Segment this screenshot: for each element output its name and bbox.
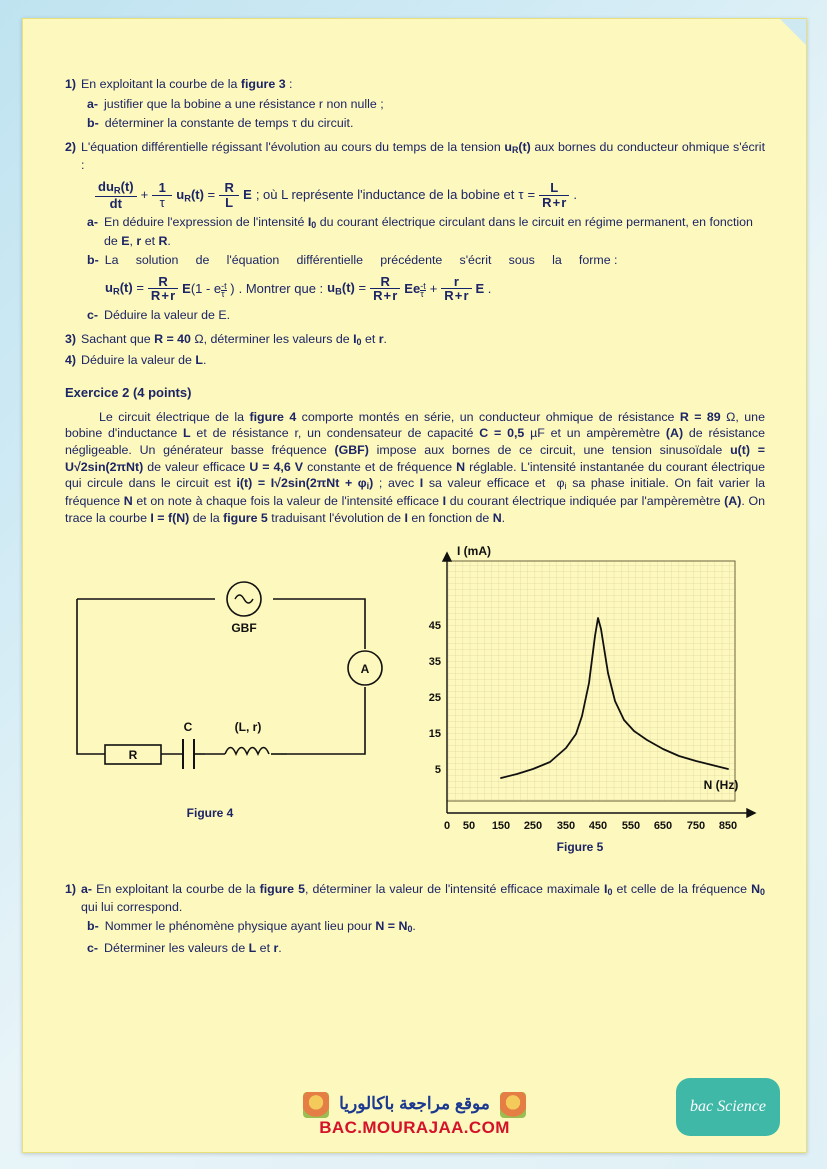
q1-figure-ref: figure 3 xyxy=(240,77,286,91)
y-axis-label: I (mA) xyxy=(457,543,491,558)
question-4-text: Déduire la valeur de L. xyxy=(81,352,207,367)
xtick-150: 150 xyxy=(491,819,511,832)
question-2b-label: b- xyxy=(87,253,99,268)
capacitor-label: C xyxy=(183,719,193,734)
exercise-2-questions xyxy=(65,881,765,957)
ex2-q1b-text: Nommer le phénomène physique ayant lieu pour $N = N_0$. xyxy=(104,919,416,935)
figure-5-chart xyxy=(405,541,765,866)
ytick-25: 25 xyxy=(428,691,441,704)
xtick-350: 350 xyxy=(556,819,576,832)
question-3 xyxy=(65,331,765,349)
ex2-q1b-label: b- xyxy=(87,919,99,934)
xtick-0: 0 xyxy=(443,819,451,832)
question-2c-text: Déduire la valeur de E. xyxy=(104,308,231,323)
coil-label: (L, r) xyxy=(234,719,262,734)
question-1-number: 1) xyxy=(65,77,77,91)
x-axis-label: N (Hz) xyxy=(703,777,739,792)
question-3-text: Sachant que R = 40 Ω, déterminer les valeurs de $I_0$ et r. xyxy=(81,331,387,347)
gbf-label: GBF xyxy=(231,620,257,635)
tau-symbol: τ xyxy=(518,187,524,203)
figure-4-circuit xyxy=(65,579,395,829)
q1-suffix: : xyxy=(285,77,293,91)
exercise-2-paragraph: Le circuit électrique de la figure 4 comporte montés en série, un conducteur ohmique de résistance R = 89 Ω, une bobine d'inductance L et de résistance r, un condensateur de capacité C = 0,5 µF et un ampèremètre (A) de résistance négligeable. Un générateur basse fréquence (GBF) impose aux bornes de ce circuit, une tension sinusoïdale u(t) = U√2sin(2πNt) de valeur efficace U = 4,6 V constante et de fréquence N réglable. L'intensité instantanée du courant électrique qui circule dans le circuit est $i(t) = I√2\sin(2\pi Nt + \varphi_i)$ ; avec I sa valeur efficace et $\varphi_i$ sa phase initiale. On fait varier la fréquence N et on note à chaque fois la valeur de l'intensité efficace I du courant électrique indiquée par l'ampèremètre (A). On trace la courbe I = f(N) de la figure 5 traduisant l'évolution de I en fonction de N. xyxy=(65,409,766,526)
question-2a-label: a- xyxy=(87,215,99,230)
question-1b-text: déterminer la constante de temps τ du circuit. xyxy=(104,116,354,131)
question-3-number: 3) xyxy=(65,331,77,346)
figure-4-caption: Figure 4 xyxy=(186,806,234,821)
ex2-question-1-body xyxy=(81,881,765,916)
ex2-q1a-text: En exploitant la courbe de la figure 5, déterminer la valeur de l'intensité efficace maximale $I_0$ et celle de la fréquence $N_0$ qui lui correspond. xyxy=(81,881,765,914)
xtick-750: 750 xyxy=(686,819,706,832)
xtick-450: 450 xyxy=(588,819,608,832)
resonance-curve xyxy=(405,541,765,841)
circuit-diagram xyxy=(65,579,395,799)
footer-arabic-text: موقع مراجعة باكالوريا xyxy=(339,1094,490,1114)
ammeter-label: A xyxy=(360,661,370,676)
question-2c-label: c- xyxy=(87,308,99,323)
ex2-question-1b xyxy=(65,918,765,936)
badge-text: bac Science xyxy=(690,1098,766,1115)
ytick-5: 5 xyxy=(434,763,441,776)
question-1 xyxy=(65,76,765,93)
ytick-15: 15 xyxy=(428,727,441,740)
question-2 xyxy=(65,139,765,174)
ex2-question-1-number: 1) xyxy=(65,881,77,896)
ex2-question-1 xyxy=(65,881,765,916)
ex2-q1a-label: a- xyxy=(81,881,93,896)
resistor-label: R xyxy=(128,747,138,762)
question-1a-label: a- xyxy=(87,96,99,111)
xtick-850: 850 xyxy=(718,819,738,832)
bac-science-badge xyxy=(676,1078,780,1136)
q1-prefix: En exploitant la courbe de la xyxy=(81,77,241,91)
question-1b-label: b- xyxy=(87,116,99,131)
question-2-text: L'équation différentielle régissant l'évolution au cours du temps de la tension $u_R(t)$ aux bornes du conducteur ohmique s'écrit : xyxy=(81,139,766,172)
question-1b xyxy=(65,115,765,132)
exercise-2-title: Exercice 2 (4 points) xyxy=(65,385,192,401)
xtick-650: 650 xyxy=(653,819,673,832)
question-2c xyxy=(65,307,765,324)
question-1a-text: justifier que la bobine a une résistance r non nulle ; xyxy=(104,96,384,111)
site-logo-left-icon xyxy=(303,1092,329,1118)
ytick-45: 45 xyxy=(428,619,441,632)
ex2-question-1c xyxy=(65,940,765,957)
question-2a xyxy=(65,214,765,249)
figure-5-caption: Figure 5 xyxy=(556,840,604,855)
question-1a xyxy=(65,96,765,113)
question-4-number: 4) xyxy=(65,352,77,367)
ex2-q1c-label: c- xyxy=(87,940,99,955)
question-4 xyxy=(65,352,765,369)
question-1-text xyxy=(81,76,765,93)
document-content xyxy=(65,69,765,956)
question-2b xyxy=(65,252,765,269)
xtick-550: 550 xyxy=(621,819,641,832)
xtick-50: 50 xyxy=(462,819,476,832)
ytick-35: 35 xyxy=(428,655,441,668)
ex2-q1c-text: Déterminer les valeurs de L et r. xyxy=(104,940,282,955)
footer-url[interactable]: BAC.MOURAJAA.COM xyxy=(319,1118,510,1137)
question-2a-text: En déduire l'expression de l'intensité $I_0$ du courant électrique circulant dans le circuit en régime permanent, en fonction de E, r et R. xyxy=(104,215,753,248)
differential-equation: $\frac{du_R(t)}{dt}$ + $\frac{1}{\tau}$ $u_R(t)$ = $\frac{R}{L}$ E ; où L représente l'inductance de la bobine et τ = $\frac{L}{R + r}$ . xyxy=(95,180,765,211)
question-2-number: 2) xyxy=(65,139,77,154)
equation-tail: ; où L représente l'inductance de la bobine et xyxy=(255,187,515,203)
exam-page xyxy=(22,18,807,1153)
figures-area xyxy=(65,541,765,871)
question-2b-text: La solution de l'équation différentielle précédente s'écrit sous la forme : xyxy=(104,253,618,268)
solution-mid-text: . Montrer que : xyxy=(238,281,324,297)
equals-sign: = xyxy=(527,187,536,203)
solution-equation: $u_R(t)$ = $\frac{R}{R + r}$ E(1 - e $^{\frac{-t}{\tau}}$ ) . Montrer que : $u_B(t)$ = $\frac{R}{R + r}$ Ee $^{\frac{-t}{\tau}}$ + $\frac{r}{R + r}$ E . xyxy=(105,273,492,304)
site-logo-right-icon xyxy=(500,1092,526,1118)
xtick-250: 250 xyxy=(523,819,543,832)
